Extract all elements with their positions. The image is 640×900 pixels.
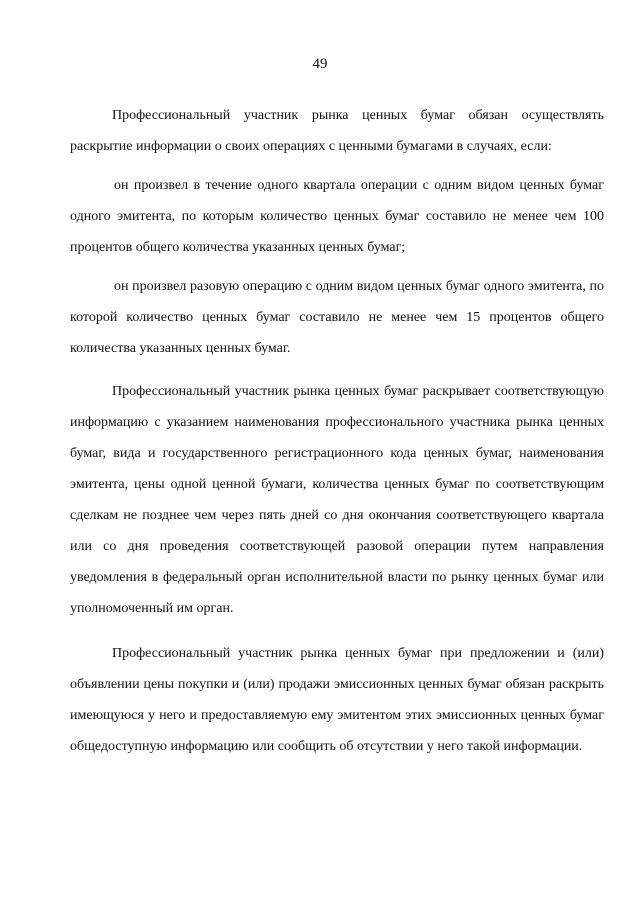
paragraph-single-operation-condition: он произвел разовую операцию с одним видом ценных бумаг одного эмитента, по которой количество ценных бумаг составило не менее чем 15 процентов общего количества указанных ценных бумаг. — [70, 279, 604, 356]
paragraph-disclosure-content: Профессиональный участник рынка ценных бумаг раскрывает соответствующую информацию с указанием наименования профессионального участника рынка ценных бумаг, вида и государственного регистрационного кода ценных бумаг, наименования эмитента, цены одной ценной бумаги, количества ценных бумаг по соответствующим сделкам не позднее чем через пять дней со дня окончания соответствующего квартала или со дня проведения соответствующей разовой операции путем направления уведомления в федеральный орган исполнительной власти по рынку ценных бумаг или уполномоченный им орган. — [70, 384, 604, 616]
paragraph-disclosure-obligation: Профессиональный участник рынка ценных бумаг обязан осуществлять раскрытие информации о своих операциях с ценными бумагами в случаях, если: — [70, 108, 604, 154]
document-body — [70, 100, 604, 762]
paragraph-price-offer-disclosure: Профессиональный участник рынка ценных бумаг при предложении и (или) объявлении цены покупки и (или) продажи эмиссионных ценных бумаг обязан раскрыть имеющуюся у него и предоставляемую ему эмитентом этих эмиссионных ценных бумаг общедоступную информацию или сообщить об отсутствии у него такой информации. — [70, 646, 604, 754]
paragraph-quarterly-operations-condition: он произвел в течение одного квартала операции с одним видом ценных бумаг одного эмитента, по которым количество ценных бумаг составило не менее чем 100 процентов общего количества указанных ценных бумаг; — [70, 178, 604, 255]
page-number: 49 — [312, 56, 328, 72]
